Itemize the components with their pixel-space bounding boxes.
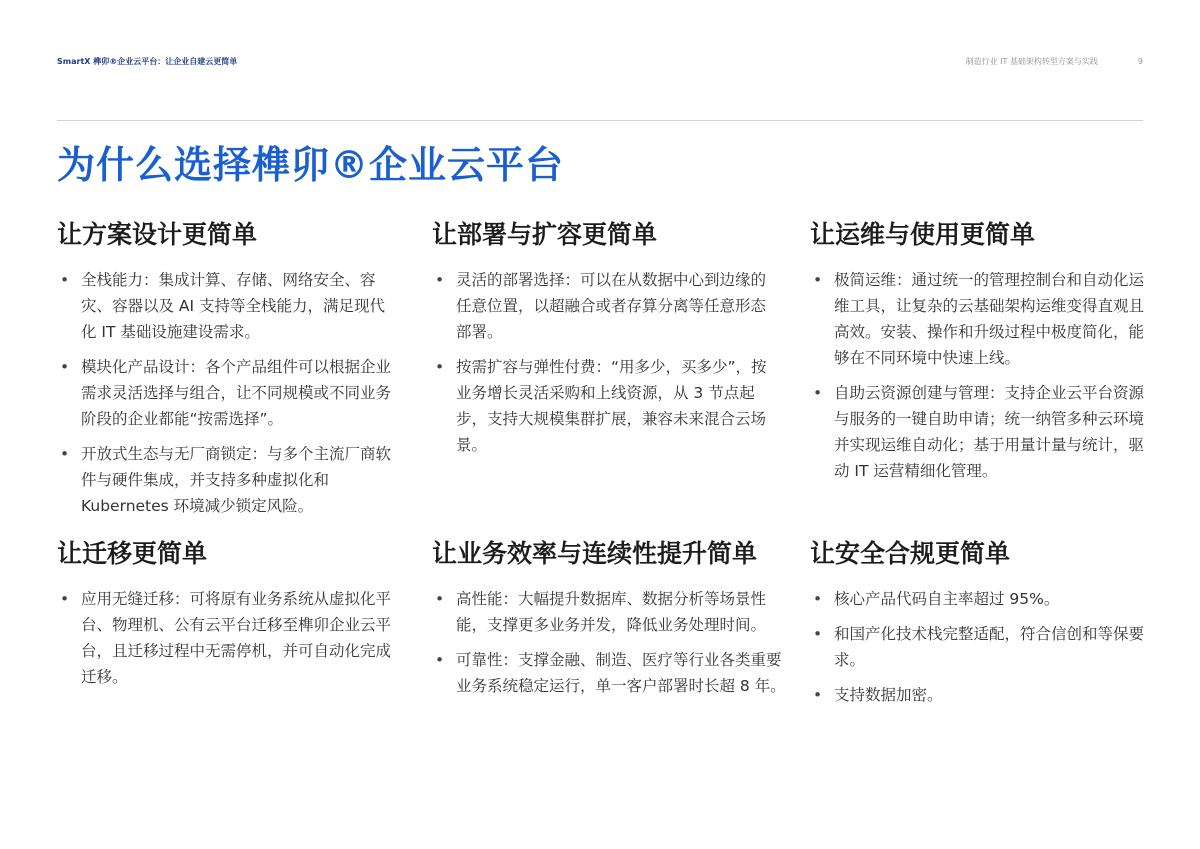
bullet-list: [57, 586, 397, 690]
bullet-list: [810, 586, 1150, 708]
page-number: 9: [1137, 57, 1143, 66]
section-heading: 让运维与使用更简单: [810, 220, 1036, 249]
section-operations: [810, 220, 1150, 493]
bullet-list: [810, 267, 1150, 484]
running-header-right: [966, 56, 1143, 67]
list-item: • 和国产化技术栈完整适配，符合信创和等保要求。: [810, 621, 1150, 673]
header-divider: [57, 120, 1143, 121]
running-header: SmartX 榫卯®企业云平台：让企业自建云更简单: [57, 57, 238, 66]
section-heading: 让部署与扩容更简单: [432, 220, 658, 249]
list-item: • 高性能：大幅提升数据库、数据分析等场景性能，支撑更多业务并发，降低业务处理时间。: [432, 586, 792, 638]
section-design: [57, 220, 397, 528]
bullet-list: [432, 267, 772, 458]
bullet-list: [57, 267, 397, 519]
section-heading: 让业务效率与连续性提升简单: [432, 539, 758, 568]
list-item: • 支持数据加密。: [810, 682, 1150, 708]
section-heading: 让方案设计更简单: [57, 220, 258, 249]
list-item: • 全栈能力：集成计算、存储、网络安全、容灾、容器以及 AI 支持等全栈能力，满足现代化 IT 基础设施建设需求。: [57, 267, 397, 345]
bullet-list: [432, 586, 792, 699]
list-item: • 核心产品代码自主率超过 95%。: [810, 586, 1150, 612]
section-heading: 让迁移更简单: [57, 539, 208, 568]
list-item: • 按需扩容与弹性付费：“用多少，买多少”，按业务增长灵活采购和上线资源，从 3 节点起步，支持大规模集群扩展，兼容未来混合云场景。: [432, 354, 772, 458]
list-item: • 开放式生态与无厂商锁定：与多个主流厂商软件与硬件集成，并支持多种虚拟化和 Kubernetes 环境减少锁定风险。: [57, 441, 397, 519]
section-migration: [57, 539, 397, 699]
page-title: 为什么选择榫卯®企业云平台: [57, 143, 565, 187]
list-item: • 灵活的部署选择：可以在从数据中心到边缘的任意位置，以超融合或者存算分离等任意形态部署。: [432, 267, 772, 345]
list-item: • 极简运维：通过统一的管理控制台和自动化运维工具，让复杂的云基础架构运维变得直观且高效。安装、操作和升级过程中极度简化，能够在不同环境中快速上线。: [810, 267, 1150, 371]
list-item: • 自助云资源创建与管理：支持企业云平台资源与服务的一键自助申请；统一纳管多种云环境并实现运维自动化；基于用量计量与统计，驱动 IT 运营精细化管理。: [810, 380, 1150, 484]
section-efficiency: [432, 539, 792, 708]
document-title: 制造行业 IT 基础架构转型方案与实践: [965, 57, 1098, 66]
section-security: [810, 539, 1150, 717]
list-item: • 可靠性：支撑金融、制造、医疗等行业各类重要业务系统稳定运行，单一客户部署时长超 8 年。: [432, 647, 792, 699]
section-deployment: [432, 220, 772, 467]
section-heading: 让安全合规更简单: [810, 539, 1011, 568]
list-item: • 模块化产品设计：各个产品组件可以根据企业需求灵活选择与组合，让不同规模或不同业务阶段的企业都能“按需选择”。: [57, 354, 397, 432]
list-item: • 应用无缝迁移：可将原有业务系统从虚拟化平台、物理机、公有云平台迁移至榫卯企业云平台，且迁移过程中无需停机，并可自动化完成迁移。: [57, 586, 397, 690]
